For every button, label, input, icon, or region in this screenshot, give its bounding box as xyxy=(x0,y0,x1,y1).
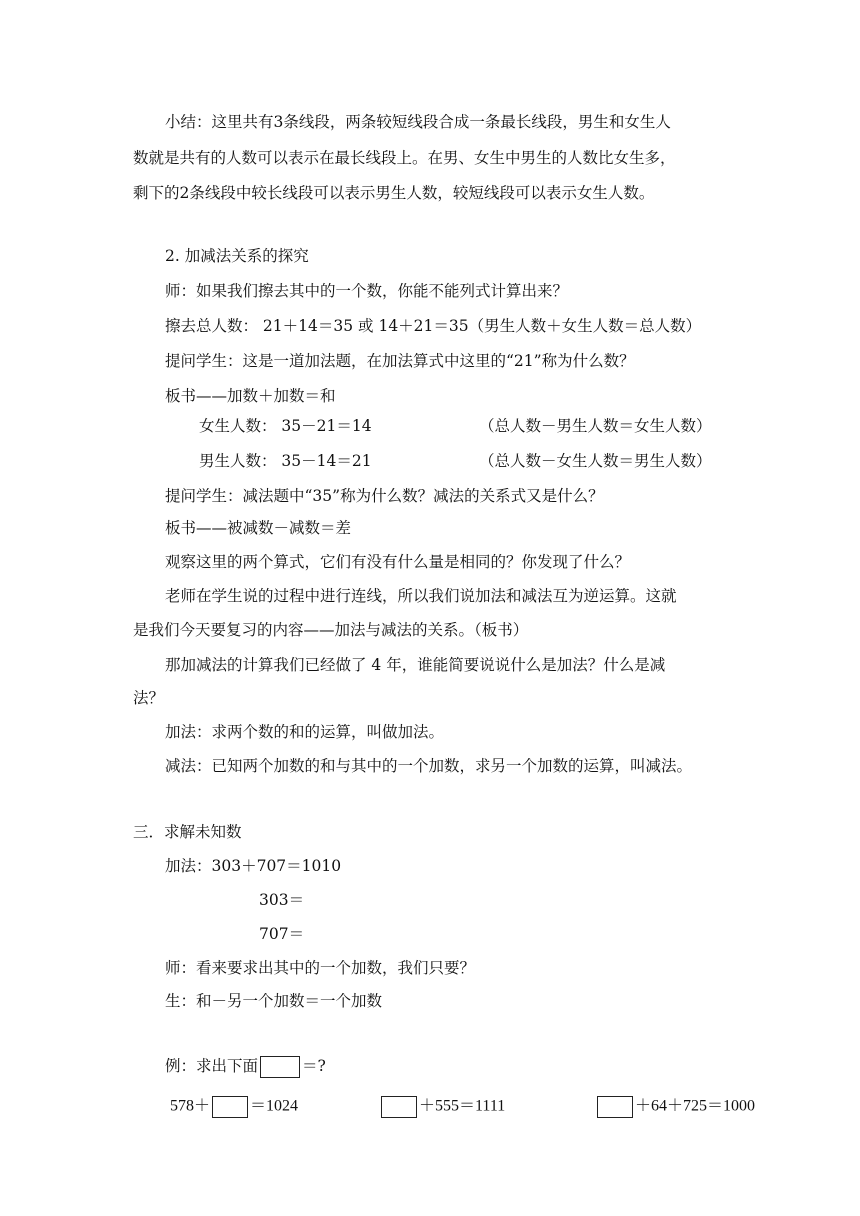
paragraph-1-line-1: 老师在学生说的过程中进行连线，所以我们说加法和减法互为逆运算。这就 xyxy=(165,587,677,605)
student-line: 生：和－另一个加数＝一个加数 xyxy=(165,992,383,1010)
exercise-2-suffix: ＋555＝1111 xyxy=(419,1097,506,1115)
blank-box xyxy=(260,1056,300,1078)
girls-equation: 女生人数： 35－21＝14 xyxy=(199,417,372,435)
erase-total-line: 擦去总人数： 21＋14＝35 或 14＋21＝35（男生人数＋女生人数＝总人数） xyxy=(165,317,702,335)
section-2-heading: 2. 加减法关系的探究 xyxy=(165,247,309,265)
summary-line-1: 小结：这里共有3条线段，两条较短线段合成一条最长线段，男生和女生人 xyxy=(165,113,671,131)
exercise-1-suffix: ＝1024 xyxy=(250,1097,299,1115)
exercise-3-suffix: ＋64＋725＝1000 xyxy=(635,1097,756,1115)
girls-note: （总人数－男生人数＝女生人数） xyxy=(479,417,712,435)
teacher-line: 师：看来要求出其中的一个加数，我们只要？ xyxy=(165,959,476,977)
example-prompt xyxy=(165,1056,326,1078)
exercise-1 xyxy=(170,1096,298,1118)
observe-line: 观察这里的两个算式，它们有没有什么量是相同的？你发现了什么？ xyxy=(165,553,631,571)
ask-students-1: 提问学生：这是一道加法题，在加法算式中这里的“21”称为什么数？ xyxy=(165,352,635,370)
summary-line-2: 数就是共有的人数可以表示在最长线段上。在男、女生中男生的人数比女生多， xyxy=(133,149,676,167)
section-3-heading: 三．求解未知数 xyxy=(133,823,242,841)
boys-equation: 男生人数： 35－14＝21 xyxy=(199,452,372,470)
paragraph-2-line-2: 法？ xyxy=(133,689,165,707)
teacher-question: 师：如果我们擦去其中的一个数，你能不能列式计算出来？ xyxy=(165,282,569,300)
ask-students-2: 提问学生：减法题中“35”称为什么数？减法的关系式又是什么？ xyxy=(165,487,604,505)
board-note-2: 板书——被减数－减数＝差 xyxy=(165,519,352,537)
sub-equation-2: 707＝ xyxy=(259,925,305,943)
subtraction-definition: 减法：已知两个加数的和与其中的一个加数，求另一个加数的运算，叫减法。 xyxy=(165,757,693,775)
exercise-3 xyxy=(595,1096,755,1118)
example-prefix: 例：求出下面 xyxy=(165,1057,259,1075)
example-suffix: ＝? xyxy=(302,1057,326,1075)
boys-note: （总人数－女生人数＝男生人数） xyxy=(479,452,712,470)
sub-equation-1: 303＝ xyxy=(259,891,305,909)
exercise-1-prefix: 578＋ xyxy=(170,1097,211,1115)
paragraph-2-line-1: 那加减法的计算我们已经做了 4 年，谁能简要说说什么是加法？什么是减 xyxy=(165,656,666,674)
blank-box xyxy=(381,1096,417,1118)
blank-box xyxy=(212,1096,248,1118)
addition-equation: 加法：303＋707＝1010 xyxy=(165,857,342,875)
addition-definition: 加法：求两个数的和的运算，叫做加法。 xyxy=(165,723,445,741)
blank-box xyxy=(597,1096,633,1118)
board-note-1: 板书——加数＋加数＝和 xyxy=(165,387,336,405)
paragraph-1-line-2: 是我们今天要复习的内容——加法与减法的关系。（板书） xyxy=(133,621,529,639)
exercise-2 xyxy=(379,1096,505,1118)
summary-line-3: 剩下的2条线段中较长线段可以表示男生人数，较短线段可以表示女生人数。 xyxy=(133,184,655,202)
